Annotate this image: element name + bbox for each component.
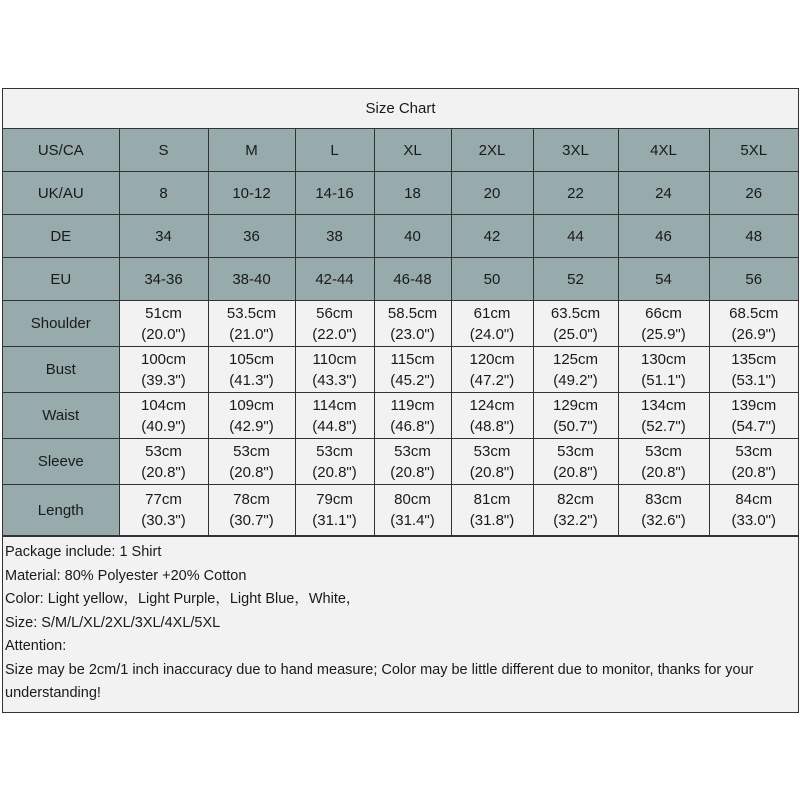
size-chart (2, 88, 799, 713)
cm-value: 124cm (469, 396, 515, 414)
cm-value: 105cm (228, 350, 275, 368)
cm-value: 109cm (228, 396, 275, 414)
measure-cell (451, 393, 533, 439)
cm-value: 115cm (390, 350, 435, 368)
inch-value: (20.8") (141, 463, 186, 481)
row-label: Sleeve (3, 439, 119, 485)
inch-value: (25.0") (553, 325, 598, 343)
note-line: Attention: (5, 638, 67, 654)
measure-cell (208, 393, 295, 439)
measure-cell (709, 439, 798, 485)
note-line: Size: S/M/L/XL/2XL/3XL/4XL/5XL (5, 614, 221, 631)
cm-value: 120cm (469, 350, 515, 368)
cm-value: 66cm (645, 304, 682, 322)
cm-value: 58.5cm (387, 304, 438, 322)
cm-value: 110cm (312, 350, 357, 368)
inch-value: (23.0") (390, 325, 435, 343)
cm-value: 114cm (312, 396, 357, 414)
measure-cell (119, 485, 208, 536)
measure-cell (295, 393, 374, 439)
inch-value: (45.2") (390, 371, 435, 389)
measure-cell (618, 347, 709, 393)
inch-value: (41.3") (229, 371, 274, 389)
cm-value: 119cm (390, 396, 435, 414)
measure-cell (119, 393, 208, 439)
inch-value: (24.0") (469, 325, 515, 343)
size-cell: XL (374, 129, 451, 172)
row-label: Waist (3, 393, 119, 439)
cm-value: 51cm (145, 304, 182, 322)
cm-value: 53cm (394, 442, 431, 460)
inch-value: (26.9") (731, 325, 776, 343)
inch-value: (42.9") (229, 417, 274, 435)
measure-cell (295, 347, 374, 393)
cm-value: 84cm (735, 491, 773, 508)
inch-value: (20.8") (469, 463, 515, 481)
measure-cell (374, 485, 451, 536)
cm-value: 104cm (140, 396, 187, 414)
size-cell: 40 (374, 215, 451, 258)
size-cell: 10-12 (208, 172, 295, 215)
inch-value: (50.7") (553, 417, 598, 435)
size-cell: 48 (709, 215, 798, 258)
size-row (3, 215, 798, 258)
size-cell: M (208, 129, 295, 172)
measure-cell (208, 485, 295, 536)
product-notes (3, 536, 798, 712)
size-cell: 22 (533, 172, 618, 215)
size-table (3, 129, 798, 536)
size-cell: 46 (618, 215, 709, 258)
size-cell: 20 (451, 172, 533, 215)
size-cell: 54 (618, 258, 709, 301)
cm-value: 53cm (145, 442, 182, 460)
inch-value: (31.8") (469, 512, 515, 529)
size-cell: 24 (618, 172, 709, 215)
row-label: Length (3, 485, 119, 536)
cm-value: 56cm (316, 304, 353, 322)
cm-value: 68.5cm (729, 304, 779, 322)
cm-value: 53cm (233, 442, 270, 460)
cm-value: 53cm (735, 442, 773, 460)
size-cell: 56 (709, 258, 798, 301)
measure-cell (374, 301, 451, 347)
measure-cell (618, 393, 709, 439)
cm-value: 100cm (140, 350, 187, 368)
size-cell: 42 (451, 215, 533, 258)
inch-value: (49.2") (553, 371, 598, 389)
measure-cell (119, 439, 208, 485)
cm-value: 79cm (316, 491, 353, 508)
row-label: Shoulder (3, 301, 119, 347)
inch-value: (47.2") (469, 371, 515, 389)
measure-cell (533, 439, 618, 485)
cm-value: 129cm (552, 396, 599, 414)
measure-cell (618, 485, 709, 536)
cm-value: 81cm (473, 491, 511, 508)
size-cell: 38 (295, 215, 374, 258)
cm-value: 61cm (473, 304, 511, 322)
cm-value: 80cm (394, 491, 431, 508)
measure-cell (709, 301, 798, 347)
cm-value: 125cm (552, 350, 599, 368)
inch-value: (25.9") (641, 325, 686, 343)
measure-cell (533, 347, 618, 393)
size-cell: 36 (208, 215, 295, 258)
measure-row (3, 485, 798, 536)
measure-row (3, 439, 798, 485)
inch-value: (40.9") (141, 417, 186, 435)
size-cell: 14-16 (295, 172, 374, 215)
cm-value: 53cm (316, 442, 353, 460)
row-label: UK/AU (3, 172, 119, 215)
measure-cell (533, 393, 618, 439)
cm-value: 139cm (731, 396, 777, 414)
inch-value: (32.2") (553, 512, 598, 529)
cm-value: 134cm (640, 396, 687, 414)
measure-cell (208, 439, 295, 485)
measure-row (3, 393, 798, 439)
measure-row (3, 347, 798, 393)
row-label: EU (3, 258, 119, 301)
measure-cell (709, 347, 798, 393)
measure-cell (208, 347, 295, 393)
row-label: DE (3, 215, 119, 258)
size-cell: 2XL (451, 129, 533, 172)
inch-value: (52.7") (641, 417, 686, 435)
inch-value: (54.7") (731, 417, 776, 435)
inch-value: (22.0") (312, 325, 357, 343)
cm-value: 83cm (645, 491, 682, 508)
note-line: Color: Light yellow，Light Purple，Light Blue，White， (5, 591, 361, 607)
size-cell: 4XL (618, 129, 709, 172)
size-cell: L (295, 129, 374, 172)
inch-value: (33.0") (731, 512, 776, 529)
size-row (3, 129, 798, 172)
measure-cell (374, 347, 451, 393)
size-row (3, 258, 798, 301)
inch-value: (30.7") (229, 512, 274, 529)
size-cell: 44 (533, 215, 618, 258)
note-line: Material: 80% Polyester +20% Cotton (5, 567, 247, 584)
measure-cell (451, 347, 533, 393)
inch-value: (30.3") (141, 512, 186, 529)
inch-value: (48.8") (469, 417, 515, 435)
size-cell: 5XL (709, 129, 798, 172)
size-row (3, 172, 798, 215)
inch-value: (20.0") (141, 325, 186, 343)
measure-row (3, 301, 798, 347)
size-cell: 26 (709, 172, 798, 215)
inch-value: (31.4") (390, 512, 435, 529)
size-chart-title: Size Chart (3, 89, 798, 129)
cm-value: 77cm (145, 491, 182, 508)
measure-cell (709, 393, 798, 439)
size-cell: 34 (119, 215, 208, 258)
cm-value: 130cm (640, 350, 687, 368)
cm-value: 53cm (645, 442, 682, 460)
cm-value: 53cm (473, 442, 511, 460)
measure-cell (618, 301, 709, 347)
size-cell: S (119, 129, 208, 172)
size-cell: 52 (533, 258, 618, 301)
note-line: Package include: 1 Shirt (5, 544, 162, 560)
cm-value: 53cm (557, 442, 594, 460)
measure-cell (208, 301, 295, 347)
cm-value: 82cm (557, 491, 594, 508)
measure-cell (709, 485, 798, 536)
size-cell: 34-36 (119, 258, 208, 301)
inch-value: (44.8") (312, 417, 357, 435)
measure-cell (533, 485, 618, 536)
inch-value: (53.1") (731, 371, 776, 389)
size-cell: 18 (374, 172, 451, 215)
measure-cell (295, 301, 374, 347)
row-label: US/CA (3, 129, 119, 172)
cm-value: 135cm (731, 350, 777, 368)
inch-value: (20.8") (641, 463, 686, 481)
inch-value: (32.6") (641, 512, 686, 529)
inch-value: (39.3") (141, 371, 186, 389)
inch-value: (20.8") (553, 463, 598, 481)
note-line: Size may be 2cm/1 inch inaccuracy due to hand measure; Color may be little different due to monitor, thanks for your understanding! (5, 661, 754, 701)
measure-cell (374, 439, 451, 485)
size-cell: 38-40 (208, 258, 295, 301)
size-cell: 50 (451, 258, 533, 301)
size-cell: 8 (119, 172, 208, 215)
inch-value: (43.3") (312, 371, 357, 389)
measure-cell (451, 301, 533, 347)
inch-value: (20.8") (390, 463, 435, 481)
size-cell: 3XL (533, 129, 618, 172)
measure-cell (533, 301, 618, 347)
measure-cell (295, 439, 374, 485)
measure-cell (119, 301, 208, 347)
cm-value: 53.5cm (226, 304, 277, 322)
size-cell: 46-48 (374, 258, 451, 301)
measure-cell (618, 439, 709, 485)
row-label: Bust (3, 347, 119, 393)
measure-cell (295, 485, 374, 536)
size-cell: 42-44 (295, 258, 374, 301)
inch-value: (51.1") (641, 371, 686, 389)
measure-cell (451, 485, 533, 536)
inch-value: (20.8") (312, 463, 357, 481)
measure-cell (374, 393, 451, 439)
inch-value: (20.8") (731, 463, 776, 481)
inch-value: (21.0") (229, 325, 274, 343)
cm-value: 63.5cm (550, 304, 601, 322)
measure-cell (451, 439, 533, 485)
inch-value: (46.8") (390, 417, 435, 435)
cm-value: 78cm (233, 491, 270, 508)
inch-value: (20.8") (229, 463, 274, 481)
measure-cell (119, 347, 208, 393)
inch-value: (31.1") (312, 512, 357, 529)
